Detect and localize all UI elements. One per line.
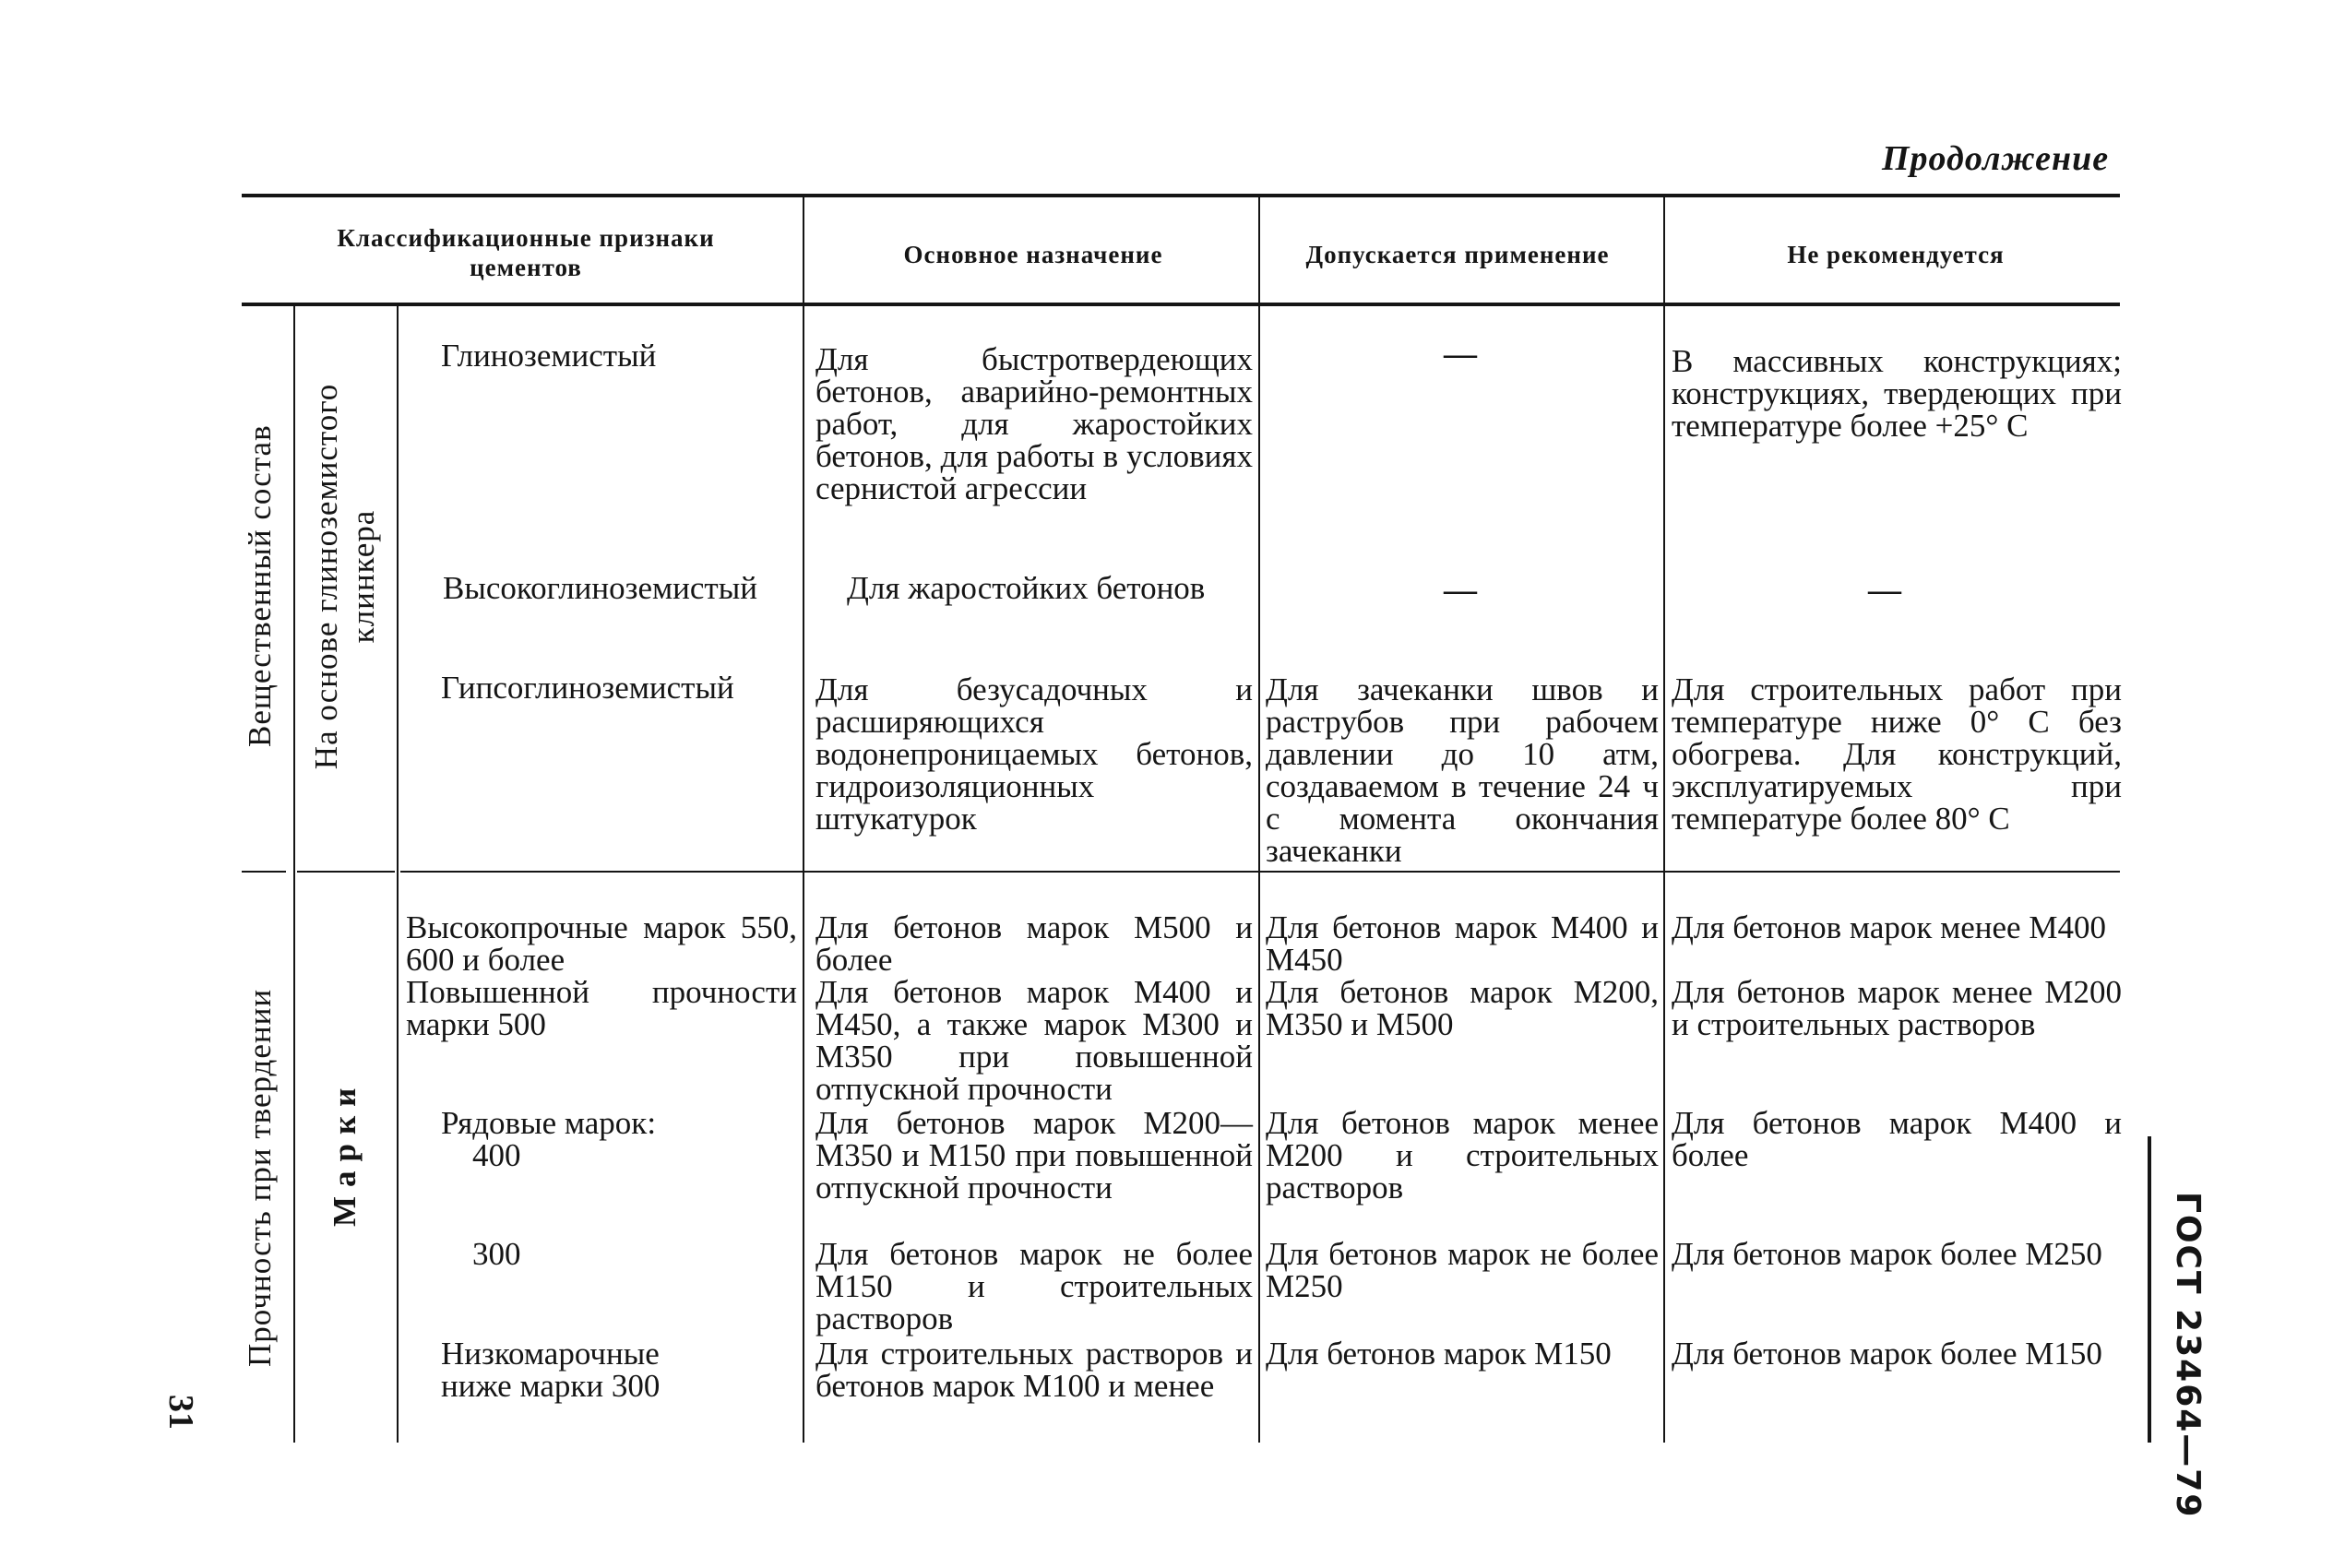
group-strength: Прочность при твердении <box>242 988 278 1367</box>
group-strength-sub: Марки <box>327 1078 363 1227</box>
header-classification: Классификационные признаки цементов <box>337 224 715 281</box>
cell-sub: 300 <box>472 1236 521 1272</box>
cell-name: Повышенной прочности марки 500 <box>406 974 797 1042</box>
group-composition-sub: На основе глиноземистого клинкера <box>308 383 381 770</box>
cell-not-recommended: Для бетонов марок более М250 <box>1672 1236 2102 1272</box>
cell-name: Высокоглиноземистый <box>443 570 757 606</box>
cell-allowed: Для бетонов марок не более М250 <box>1266 1236 1659 1304</box>
cell-allowed: Для бетонов марок М400 и М450 <box>1266 909 1659 978</box>
cell-purpose: Для жаростойких бетонов <box>847 570 1206 606</box>
cell-not-recommended: В массивных конструкциях; конструкциях, твердеющих при температуре более +25° C <box>1672 343 2122 444</box>
section-divider-left <box>242 871 286 873</box>
cell-name: Рядовые марок: <box>441 1105 657 1141</box>
col-divider-1 <box>803 196 804 1443</box>
cell-allowed: Для бетонов марок М200, М350 и М500 <box>1266 974 1659 1042</box>
cell-name: Высокопрочные марок 550, 600 и более <box>406 909 797 978</box>
col-divider-group <box>293 304 295 1443</box>
section-divider-mid <box>297 871 395 873</box>
table-top-rule <box>242 194 2120 197</box>
col-divider-subgroup <box>397 304 399 1443</box>
cell-allowed: — <box>1444 571 1477 608</box>
cell-not-recommended: Для строительных работ при температуре ниже 0° C без обогрева. Для конструкций, эксплуатируемых при температуре более 80° C <box>1672 671 2122 837</box>
cell-purpose: Для бетонов марок не более М150 и строительных растворов <box>815 1236 1253 1336</box>
continuation-label: Продолжение <box>1882 139 2110 178</box>
cell-purpose: Для безусадочных и расширяющихся водонепроницаемых бетонов, гидроизоляционных штукатурок <box>815 671 1253 837</box>
header-main-purpose: Основное назначение <box>903 241 1163 268</box>
gost-side-bar <box>2148 1136 2151 1443</box>
cell-not-recommended: Для бетонов марок менее М400 <box>1672 909 2106 945</box>
col-divider-3 <box>1663 196 1665 1443</box>
cell-purpose: Для бетонов марок М500 и более <box>815 909 1253 978</box>
header-not-recommended: Не рекомендуется <box>1787 241 2005 268</box>
cell-purpose: Для бетонов марок М400 и М450, а также марок М300 и М350 при повышенной отпускной прочности <box>815 974 1253 1107</box>
cell-name: Глиноземистый <box>441 338 657 374</box>
section-divider-right <box>400 871 2120 873</box>
col-divider-2 <box>1258 196 1260 1443</box>
cell-purpose: Для строительных растворов и бетонов марок М100 и менее <box>815 1336 1253 1404</box>
cell-allowed: Для бетонов марок М150 <box>1266 1336 1612 1372</box>
cell-name: Низкомарочные ниже марки 300 <box>441 1336 661 1404</box>
cell-name: Гипсоглиноземистый <box>441 670 734 706</box>
header-bottom-rule <box>242 303 2120 306</box>
page-number: 31 <box>161 1395 200 1430</box>
cell-not-recommended: — <box>1868 571 1901 608</box>
header-allowed-use: Допускается применение <box>1305 241 1610 268</box>
cell-sub: 400 <box>472 1137 521 1173</box>
cell-allowed: — <box>1444 335 1477 372</box>
cell-purpose: Для быстротвердеющих бетонов, аварийно-ремонтных работ, для жаростойких бетонов, для работы в условиях сернистой агрессии <box>815 341 1253 506</box>
cell-not-recommended: Для бетонов марок менее М200 и строительных растворов <box>1672 974 2122 1042</box>
gost-label: ГОСТ 23464—79 <box>2169 1192 2207 1519</box>
cell-allowed: Для бетонов марок менее М200 и строительных растворов <box>1266 1105 1659 1206</box>
cell-purpose: Для бетонов марок М200—М350 и М150 при повышенной отпускной прочности <box>815 1105 1253 1206</box>
cell-not-recommended: Для бетонов марок М400 и более <box>1672 1105 2122 1173</box>
cell-not-recommended: Для бетонов марок более М150 <box>1672 1336 2102 1372</box>
cell-allowed: Для зачеканки швов и раструбов при рабочем давлении до 10 атм, создаваемом в течение 24 ч с момента окончания зачеканки <box>1266 671 1659 869</box>
group-composition: Вещественный состав <box>242 424 278 747</box>
